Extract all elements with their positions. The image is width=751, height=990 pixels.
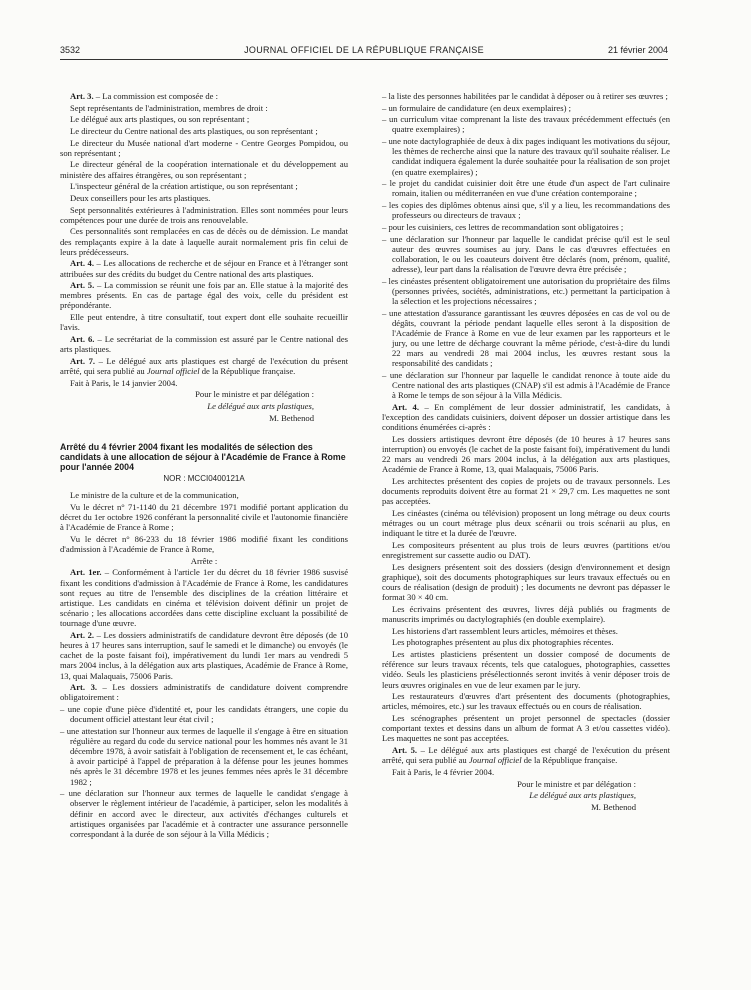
list-item: Sept personnalités extérieures à l'administration. Elles sont nommées pour leurs compétences pour une durée de trois ans renouvelable.	[60, 204, 348, 225]
page-number: 3532	[60, 45, 81, 55]
list-item: – un formulaire de candidature (en deux exemplaires) ;	[382, 102, 571, 113]
decree-article-3: Art. 3. – Les dossiers administratifs de candidature doivent comprendre obligatoirement :	[60, 682, 348, 703]
list-item: Le directeur du Musée national d'art moderne - Centre Georges Pompidou, ou son représentant ;	[60, 137, 348, 158]
list-item: Le directeur général de la coopération internationale et du développement au ministère des affaires étrangères, ou son représentant ;	[60, 159, 348, 180]
vu-1: Vu le décret n° 71-1140 du 21 décembre 1971 modifié portant application du décret du 1er octobre 1926 conférant la personnalité civile et l'autonomie financière à l'Académie de France à Rome ;	[60, 502, 348, 533]
list-item: Deux conseillers pour les arts plastiques.	[70, 192, 211, 203]
decree-article-1: Art. 1er. – Conformément à l'article 1er du décret du 18 février 1986 susvisé fixant les conditions d'admission à l'Académie de France à Rome, les candidatures sont reçues au titre de l'ensemble des disciplines de la création littéraire et artistique. Les candidats en cinéma et télévision doivent définir un projet de scénario ; les allocations accordées dans cette discipline excluant la possibilité de tournage d'une œuvre.	[60, 567, 349, 629]
list-item: – une déclaration sur l'honneur par laquelle le candidat renonce à toute aide du Centre national des arts plastiques (CNAP) s'il est admis à l'Académie de France à Rome le temps de son séjour à la Villa Médicis.	[382, 370, 670, 401]
signature-name: M. Bethenod	[591, 801, 636, 812]
list-item: – une déclaration sur l'honneur aux termes de laquelle le candidat s'engage à observer le règlement intérieur de l'académie, à participer, selon les modalités à définir en accord avec le directeur, aux activités d'échanges culturels et artistiques organisées par l'académie et à contracter une assurance personnelle correspondant à la durée de son séjour à la Villa Médicis ;	[60, 788, 348, 839]
signed-place: Fait à Paris, le 4 février 2004.	[392, 766, 495, 777]
article-6: Art. 6. – Le secrétariat de la commission est assuré par le Centre national des arts plastiques.	[60, 333, 349, 355]
list-item: Le directeur du Centre national des arts plastiques, ou son représentant ;	[70, 125, 318, 136]
nor-reference: NOR : MCCI0400121A	[163, 474, 245, 484]
paragraph: Les cinéastes (cinéma ou télévision) proposent un long métrage ou deux courts métrages ou un court métrage plus deux scénarii ou trois scénarii au plus, en indiquant le titre et la durée de l'œuvre.	[382, 508, 670, 539]
paragraph: Les restaurateurs d'œuvres d'art présentent des documents (photographies, articles, mémoires, etc.) sur les travaux effectués ou en cours de réalisation.	[382, 691, 670, 712]
vu-2: Vu le décret n° 86-233 du 18 février 1986 modifié fixant les conditions d'admission à l'Académie de France à Rome,	[60, 533, 348, 555]
list-item: – une attestation sur l'honneur aux termes de laquelle il s'engage à être en situation régulière au regard du code du service national pour les hommes nés avant le 31 décembre 1978, à avoir satisfait à l'obligation de recensement et, le cas échéant, à avoir participé à l'appel de préparation à la défense pour les jeunes hommes nés après le 31 décembre 1978 et les jeunes femmes nées après le 31 décembre 1982 ;	[60, 725, 348, 787]
paragraph: Les dossiers artistiques devront être déposés (de 10 heures à 17 heures sans interruption) ou envoyés (le cachet de la poste faisant foi), impérativement du lundi 22 mars au vendredi 26 mars 2004 inclus, à la délégation aux arts plastiques, Académie de France à Rome, 13, quai Malaquais, 75006 Paris.	[382, 434, 670, 475]
list-item: – pour les cuisiniers, ces lettres de recommandation sont obligatoires ;	[382, 221, 624, 232]
list-item: – une note dactylographiée de deux à dix pages indiquant les motivations du séjour, les thèmes de recherche ainsi que la nature des travaux qu'il souhaite réaliser. Le candidat indiquera également la durée souhaitée pour la réalisation de son projet (en quatre exemplaires) ;	[382, 136, 670, 177]
paragraph: Les compositeurs présentent au plus trois de leurs œuvres (partitions et/ou enregistrement sur cassette audio ou DAT).	[382, 540, 670, 561]
list-item: Sept représentants de l'administration, membres de droit :	[70, 102, 268, 113]
decree-title: Arrêté du 4 février 2004 fixant les modalités de sélection des candidats à une allocation de séjour à l'Académie de France à Rome pour l'année 2004	[60, 442, 346, 473]
paragraph: Les designers présentent soit des dossiers (design d'environnement et design graphique), soit des documents photographiques sur leurs travaux effectués ou en cours de réalisation (design de produit) ; les documents ne devront pas dépasser le format 30 × 40 cm.	[382, 561, 670, 603]
signature-title: Le délégué aux arts plastiques,	[529, 790, 636, 801]
decree-article-2: Art. 2. – Les dossiers administratifs de candidature devront être déposés (de 10 heures à 17 heures sans interruption, sauf le samedi et le dimanche) ou envoyés (le cachet de la poste faisant foi), impérativement du lundi 1er mars au vendredi 5 mars 2004 inclus, à la délégation aux arts plastiques, Académie de France à Rome, 13, quai Malaquais, 75006 Paris.	[60, 629, 348, 681]
paragraph: Les scénographes présentent un projet personnel de spectacles (dossier comportant textes et dessins dans un album de format A 3 et/ou cassettes vidéo). Les maquettes ne sont pas acceptées.	[382, 713, 670, 744]
header-rule	[60, 59, 668, 60]
decree-article-5: Art. 5. – Le délégué aux arts plastiques est chargé de l'exécution du présent arrêté, qui sera publié au Journal officiel de la République française.	[382, 745, 671, 766]
list-item: – un curriculum vitae comprenant la liste des travaux précédemment effectués (en quatre exemplaires) ;	[382, 114, 670, 135]
list-item: – une déclaration sur l'honneur par laquelle le candidat précise qu'il est le seul auteur des œuvres soumises au jury. Dans le cas d'œuvres effectuées en collaboration, le ou les coauteurs doivent être déclarés (nom, prénom, qualité, adresse), leur part dans la réalisation de l'œuvre devra être précisée ;	[382, 233, 670, 274]
right-column	[382, 91, 670, 813]
journal-title: JOURNAL OFFICIEL DE LA RÉPUBLIQUE FRANÇAISE	[244, 45, 484, 55]
left-column	[60, 91, 348, 841]
minister-line: Le ministre de la culture et de la communication,	[70, 490, 239, 501]
decree-article-4: Art. 4. – En complément de leur dossier administratif, les candidats, à l'exception des candidats cuisiniers, doivent déposer un dossier artistique dans les conditions énumérées ci-après :	[382, 402, 670, 433]
signature-title: Le délégué aux arts plastiques,	[207, 400, 314, 411]
signature-line: Pour le ministre et par délégation :	[195, 389, 314, 400]
arrete-heading: Arrête :	[190, 555, 218, 566]
list-item: – les cinéastes présentent obligatoirement une autorisation du propriétaire des films (personnes privées, sociétés, administrations, etc.) permettant la participation à la sélection et les projections nécessaires ;	[382, 275, 670, 306]
page-header	[60, 45, 668, 57]
paragraph: Les historiens d'art rassemblent leurs articles, mémoires et thèses.	[392, 625, 618, 636]
paragraph: Les photographes présentent au plus dix photographies récentes.	[392, 637, 614, 648]
list-item: – le projet du candidat cuisinier doit être une étude d'un aspect de l'art culinaire romain, italien ou méditerranéen en vue d'une création contemporaine ;	[382, 178, 670, 199]
paragraph: Les architectes présentent des copies de projets ou de travaux personnels. Les documents reproduits doivent être au format 21 × 29,7 cm. Les maquettes ne sont pas acceptées.	[382, 476, 670, 507]
article-3: Art. 3. – La commission est composée de :	[70, 91, 218, 101]
signed-place: Fait à Paris, le 14 janvier 2004.	[70, 377, 178, 388]
list-item: – une attestation d'assurance garantissant les œuvres déposées en cas de vol ou de dégâts, couvrant la période pendant laquelle elles seront à la disposition de l'Académie de France à Rome en vue de leur examen par les rapporteurs et le jury, ou une lettre de décharge couvrant la même période, c'est-à-dire du lundi 22 mars au vendredi 28 mai 2004 inclus, les œuvres restant sous la responsabilité des candidats ;	[382, 307, 670, 369]
article-7: Art. 7. – Le délégué aux arts plastiques est chargé de l'exécution du présent arrêté, qui sera publié au Journal officiel de la République française.	[60, 355, 349, 376]
article-5-para: Elle peut entendre, à titre consultatif, tout expert dont elle souhaite recueillir l'avis.	[60, 312, 348, 333]
signature-name: M. Bethenod	[269, 412, 314, 423]
article-4: Art. 4. – Les allocations de recherche et de séjour en France et à l'étranger sont attribuées sur des crédits du budget du Centre national des arts plastiques.	[60, 258, 348, 279]
list-item: Le délégué aux arts plastiques, ou son représentant ;	[70, 114, 250, 125]
list-item: – la liste des personnes habilitées par le candidat à déposer ou à retirer ses œuvres ;	[382, 91, 668, 101]
paragraph: Les artistes plasticiens présentent un dossier composé de documents de référence sur leurs travaux récents, tels que catalogues, photographies, cassettes vidéo. Seuls les plasticiens présélectionnés seront invités à venir déposer trois de leurs œuvres originales en vue de leur examen par le jury.	[382, 649, 670, 690]
list-item: – une copie d'une pièce d'identité et, pour les candidats étrangers, une copie du document officiel attestant leur état civil ;	[60, 703, 348, 725]
issue-date: 21 février 2004	[607, 45, 668, 55]
list-item: L'inspecteur général de la création artistique, ou son représentant ;	[70, 181, 298, 192]
paragraph: Les écrivains présentent des œuvres, livres déjà publiés ou fragments de manuscrits imprimés ou dactylographiés (en double exemplaire).	[382, 604, 670, 625]
signature-line: Pour le ministre et par délégation :	[517, 778, 636, 789]
list-item: Ces personnalités sont remplacées en cas de décès ou de démission. Le mandat des remplaçants expire à la date à laquelle aurait normalement pris fin celui de leurs prédécesseurs.	[60, 226, 348, 257]
list-item: – les copies des diplômes obtenus ainsi que, s'il y a lieu, les recommandations des professeurs ou directeurs de travaux ;	[382, 200, 670, 221]
article-5: Art. 5. – La commission se réunit une fois par an. Elle statue à la majorité des membres présents. En cas de partage égal des voix, celle du président est prépondérante.	[60, 280, 349, 311]
